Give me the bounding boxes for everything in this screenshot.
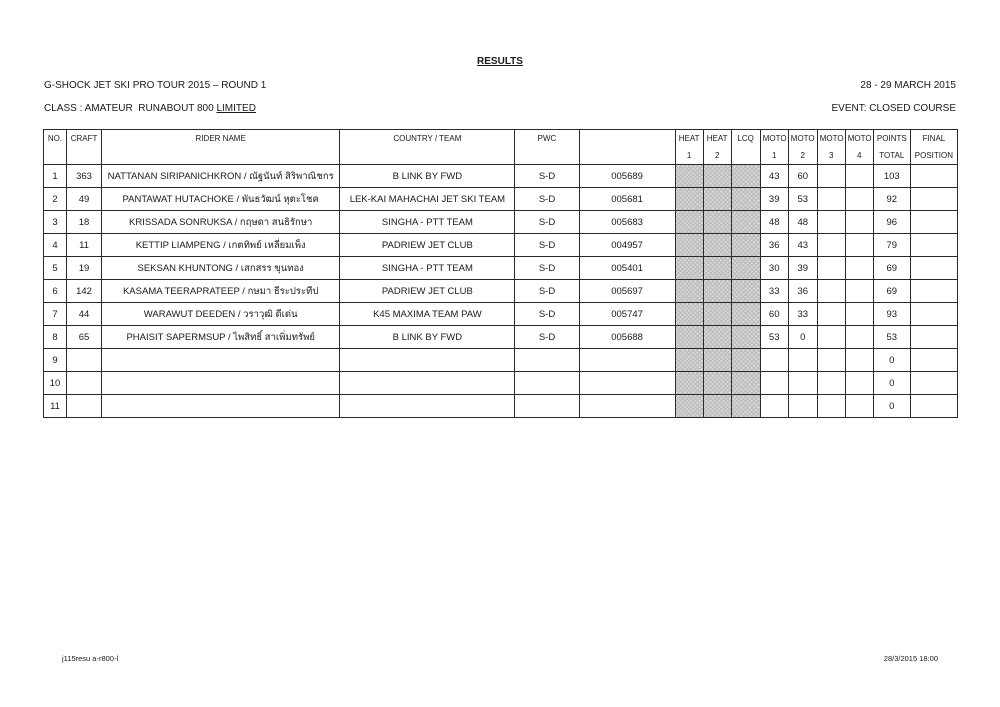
col-heat2: HEAT xyxy=(703,130,731,148)
cell-moto1: 53 xyxy=(760,326,788,349)
cell-team xyxy=(340,395,515,418)
cell-craft xyxy=(67,395,102,418)
cell-heat1 xyxy=(675,349,703,372)
col-lcq: LCQ xyxy=(731,130,760,148)
cell-heat1 xyxy=(675,372,703,395)
cell-craft: 49 xyxy=(67,188,102,211)
cell-moto3 xyxy=(817,395,845,418)
cell-craft: 11 xyxy=(67,234,102,257)
cell-no: 4 xyxy=(44,234,67,257)
cell-moto3 xyxy=(817,188,845,211)
cell-serial xyxy=(579,372,675,395)
cell-serial: 005689 xyxy=(579,165,675,188)
cell-no: 8 xyxy=(44,326,67,349)
cell-moto1: 33 xyxy=(760,280,788,303)
cell-moto2: 0 xyxy=(788,326,817,349)
event-name: G-SHOCK JET SKI PRO TOUR 2015 – ROUND 1 xyxy=(44,80,267,91)
cell-serial: 005681 xyxy=(579,188,675,211)
cell-moto2: 43 xyxy=(788,234,817,257)
cell-heat1 xyxy=(675,303,703,326)
cell-moto3 xyxy=(817,280,845,303)
cell-points: 93 xyxy=(873,303,910,326)
cell-moto2: 60 xyxy=(788,165,817,188)
table-row xyxy=(44,234,958,257)
cell-team: LEK-KAI MAHACHAI JET SKI TEAM xyxy=(340,188,515,211)
cell-pwc: S-D xyxy=(515,280,579,303)
table-row xyxy=(44,257,958,280)
cell-heat1 xyxy=(675,234,703,257)
cell-pwc: S-D xyxy=(515,303,579,326)
cell-moto3 xyxy=(817,303,845,326)
cell-points: 79 xyxy=(873,234,910,257)
cell-no: 9 xyxy=(44,349,67,372)
cell-moto4 xyxy=(845,303,873,326)
cell-team: B LINK BY FWD xyxy=(340,165,515,188)
col-moto1-num: 1 xyxy=(760,147,788,165)
cell-heat2 xyxy=(703,280,731,303)
col-moto3-num: 3 xyxy=(817,147,845,165)
cell-final xyxy=(910,372,957,395)
cell-points: 69 xyxy=(873,257,910,280)
cell-heat2 xyxy=(703,188,731,211)
cell-moto4 xyxy=(845,395,873,418)
cell-heat1 xyxy=(675,326,703,349)
page-title: RESULTS xyxy=(477,56,523,67)
cell-lcq xyxy=(731,395,760,418)
cell-moto4 xyxy=(845,326,873,349)
cell-craft: 65 xyxy=(67,326,102,349)
col-points: POINTS xyxy=(873,130,910,148)
cell-no: 1 xyxy=(44,165,67,188)
cell-heat2 xyxy=(703,165,731,188)
cell-team xyxy=(340,349,515,372)
cell-no: 5 xyxy=(44,257,67,280)
cell-team: SINGHA - PTT TEAM xyxy=(340,257,515,280)
cell-heat2 xyxy=(703,234,731,257)
cell-moto1 xyxy=(760,395,788,418)
cell-no: 7 xyxy=(44,303,67,326)
table-header-row xyxy=(44,130,958,148)
cell-rider xyxy=(102,372,340,395)
cell-moto3 xyxy=(817,234,845,257)
cell-moto1: 60 xyxy=(760,303,788,326)
col-no: NO. xyxy=(44,130,67,148)
cell-final xyxy=(910,349,957,372)
col-rider: RIDER NAME xyxy=(102,130,340,148)
cell-rider xyxy=(102,395,340,418)
table-row xyxy=(44,303,958,326)
cell-moto1: 36 xyxy=(760,234,788,257)
cell-pwc: S-D xyxy=(515,257,579,280)
cell-serial: 005697 xyxy=(579,280,675,303)
cell-moto3 xyxy=(817,165,845,188)
cell-team: SINGHA - PTT TEAM xyxy=(340,211,515,234)
cell-pwc xyxy=(515,372,579,395)
cell-moto2: 33 xyxy=(788,303,817,326)
cell-final xyxy=(910,211,957,234)
cell-moto3 xyxy=(817,211,845,234)
cell-lcq xyxy=(731,257,760,280)
col-moto4-num: 4 xyxy=(845,147,873,165)
col-moto2: MOTO xyxy=(788,130,817,148)
cell-serial: 005683 xyxy=(579,211,675,234)
cell-points: 92 xyxy=(873,188,910,211)
col-final: FINAL xyxy=(910,130,957,148)
cell-team: K45 MAXIMA TEAM PAW xyxy=(340,303,515,326)
col-heat1: HEAT xyxy=(675,130,703,148)
cell-heat1 xyxy=(675,257,703,280)
cell-no: 10 xyxy=(44,372,67,395)
cell-serial: 005401 xyxy=(579,257,675,280)
table-header-row-2 xyxy=(44,147,958,165)
cell-moto2: 36 xyxy=(788,280,817,303)
cell-points: 53 xyxy=(873,326,910,349)
cell-serial: 005688 xyxy=(579,326,675,349)
cell-craft: 44 xyxy=(67,303,102,326)
cell-craft: 142 xyxy=(67,280,102,303)
cell-moto4 xyxy=(845,234,873,257)
cell-heat1 xyxy=(675,395,703,418)
cell-moto1 xyxy=(760,372,788,395)
col-moto2-num: 2 xyxy=(788,147,817,165)
cell-points: 0 xyxy=(873,372,910,395)
cell-heat1 xyxy=(675,211,703,234)
col-moto1: MOTO xyxy=(760,130,788,148)
col-pwc: PWC xyxy=(515,130,579,148)
col-moto4: MOTO xyxy=(845,130,873,148)
table-row xyxy=(44,395,958,418)
table-row xyxy=(44,349,958,372)
table-row xyxy=(44,188,958,211)
cell-moto4 xyxy=(845,165,873,188)
cell-moto2: 48 xyxy=(788,211,817,234)
cell-lcq xyxy=(731,211,760,234)
table-row xyxy=(44,165,958,188)
cell-pwc: S-D xyxy=(515,165,579,188)
cell-heat2 xyxy=(703,395,731,418)
table-row xyxy=(44,211,958,234)
col-heat1-num: 1 xyxy=(675,147,703,165)
col-moto3: MOTO xyxy=(817,130,845,148)
cell-craft xyxy=(67,349,102,372)
cell-rider: KASAMA TEERAPRATEEP / กษมา ธีระประทีป xyxy=(102,280,340,303)
event-type: EVENT: CLOSED COURSE xyxy=(831,103,956,114)
class-header-line xyxy=(44,103,956,114)
class-prefix: CLASS : AMATEUR RUNABOUT 800 xyxy=(44,103,217,114)
cell-heat1 xyxy=(675,280,703,303)
cell-moto4 xyxy=(845,188,873,211)
cell-moto1: 39 xyxy=(760,188,788,211)
table-row xyxy=(44,326,958,349)
cell-moto2: 39 xyxy=(788,257,817,280)
cell-lcq xyxy=(731,280,760,303)
cell-heat2 xyxy=(703,257,731,280)
cell-rider: KRISSADA SONRUKSA / กฤษดา สนธิรักษา xyxy=(102,211,340,234)
cell-final xyxy=(910,326,957,349)
cell-moto3 xyxy=(817,372,845,395)
cell-team: B LINK BY FWD xyxy=(340,326,515,349)
cell-rider: WARAWUT DEEDEN / วราวุฒิ ดีเด่น xyxy=(102,303,340,326)
cell-pwc xyxy=(515,395,579,418)
cell-moto3 xyxy=(817,257,845,280)
cell-moto4 xyxy=(845,211,873,234)
cell-pwc: S-D xyxy=(515,326,579,349)
cell-lcq xyxy=(731,326,760,349)
cell-rider xyxy=(102,349,340,372)
cell-craft xyxy=(67,372,102,395)
cell-points: 69 xyxy=(873,280,910,303)
cell-rider: KETTIP LIAMPENG / เกตทิพย์ เหลี่ยมเพ็ง xyxy=(102,234,340,257)
cell-moto2 xyxy=(788,349,817,372)
cell-heat1 xyxy=(675,188,703,211)
col-serial xyxy=(579,130,675,148)
cell-moto4 xyxy=(845,280,873,303)
cell-rider: NATTANAN SIRIPANICHKRON / ณัฐนันท์ สิริพาณิชกร xyxy=(102,165,340,188)
cell-moto4 xyxy=(845,257,873,280)
cell-moto2 xyxy=(788,395,817,418)
cell-rider: SEKSAN KHUNTONG / เสกสรร ขุนทอง xyxy=(102,257,340,280)
results-body xyxy=(44,165,958,418)
class-label xyxy=(44,103,256,114)
cell-no: 2 xyxy=(44,188,67,211)
cell-final xyxy=(910,165,957,188)
event-header-line xyxy=(44,80,956,91)
cell-moto3 xyxy=(817,349,845,372)
cell-final xyxy=(910,303,957,326)
cell-pwc: S-D xyxy=(515,234,579,257)
cell-moto1 xyxy=(760,349,788,372)
cell-pwc: S-D xyxy=(515,211,579,234)
col-final-position: POSITION xyxy=(910,147,957,165)
event-date: 28 - 29 MARCH 2015 xyxy=(860,80,956,91)
cell-no: 11 xyxy=(44,395,67,418)
cell-rider: PANTAWAT HUTACHOKE / พันธวัฒน์ หุตะโชค xyxy=(102,188,340,211)
col-points-total: TOTAL xyxy=(873,147,910,165)
cell-craft: 363 xyxy=(67,165,102,188)
cell-heat2 xyxy=(703,349,731,372)
cell-lcq xyxy=(731,188,760,211)
cell-final xyxy=(910,257,957,280)
footer-file-code: j115resu a-r800-l xyxy=(62,654,119,663)
cell-no: 3 xyxy=(44,211,67,234)
results-table xyxy=(43,129,958,418)
cell-moto2: 53 xyxy=(788,188,817,211)
cell-points: 0 xyxy=(873,395,910,418)
cell-moto4 xyxy=(845,349,873,372)
cell-points: 103 xyxy=(873,165,910,188)
cell-moto1: 43 xyxy=(760,165,788,188)
cell-no: 6 xyxy=(44,280,67,303)
cell-rider: PHAISIT SAPERMSUP / ไพสิทธิ์ สาเพิ่มทรัพย์ xyxy=(102,326,340,349)
cell-serial xyxy=(579,349,675,372)
cell-heat2 xyxy=(703,303,731,326)
cell-pwc: S-D xyxy=(515,188,579,211)
class-suffix: LIMITED xyxy=(216,103,256,114)
cell-pwc xyxy=(515,349,579,372)
cell-moto1: 48 xyxy=(760,211,788,234)
cell-moto2 xyxy=(788,372,817,395)
table-row xyxy=(44,280,958,303)
footer-timestamp: 28/3/2015 18:00 xyxy=(883,654,938,663)
cell-final xyxy=(910,395,957,418)
cell-team xyxy=(340,372,515,395)
cell-lcq xyxy=(731,234,760,257)
col-craft: CRAFT xyxy=(67,130,102,148)
cell-heat2 xyxy=(703,372,731,395)
cell-points: 0 xyxy=(873,349,910,372)
cell-final xyxy=(910,234,957,257)
table-row xyxy=(44,372,958,395)
cell-moto1: 30 xyxy=(760,257,788,280)
cell-lcq xyxy=(731,372,760,395)
cell-heat1 xyxy=(675,165,703,188)
cell-craft: 19 xyxy=(67,257,102,280)
cell-lcq xyxy=(731,165,760,188)
cell-final xyxy=(910,280,957,303)
cell-points: 96 xyxy=(873,211,910,234)
col-heat2-num: 2 xyxy=(703,147,731,165)
cell-serial: 004957 xyxy=(579,234,675,257)
cell-team: PADRIEW JET CLUB xyxy=(340,280,515,303)
cell-moto3 xyxy=(817,326,845,349)
cell-serial xyxy=(579,395,675,418)
cell-craft: 18 xyxy=(67,211,102,234)
col-team: COUNTRY / TEAM xyxy=(340,130,515,148)
cell-lcq xyxy=(731,349,760,372)
cell-final xyxy=(910,188,957,211)
cell-lcq xyxy=(731,303,760,326)
cell-serial: 005747 xyxy=(579,303,675,326)
cell-moto4 xyxy=(845,372,873,395)
cell-team: PADRIEW JET CLUB xyxy=(340,234,515,257)
cell-heat2 xyxy=(703,211,731,234)
cell-heat2 xyxy=(703,326,731,349)
